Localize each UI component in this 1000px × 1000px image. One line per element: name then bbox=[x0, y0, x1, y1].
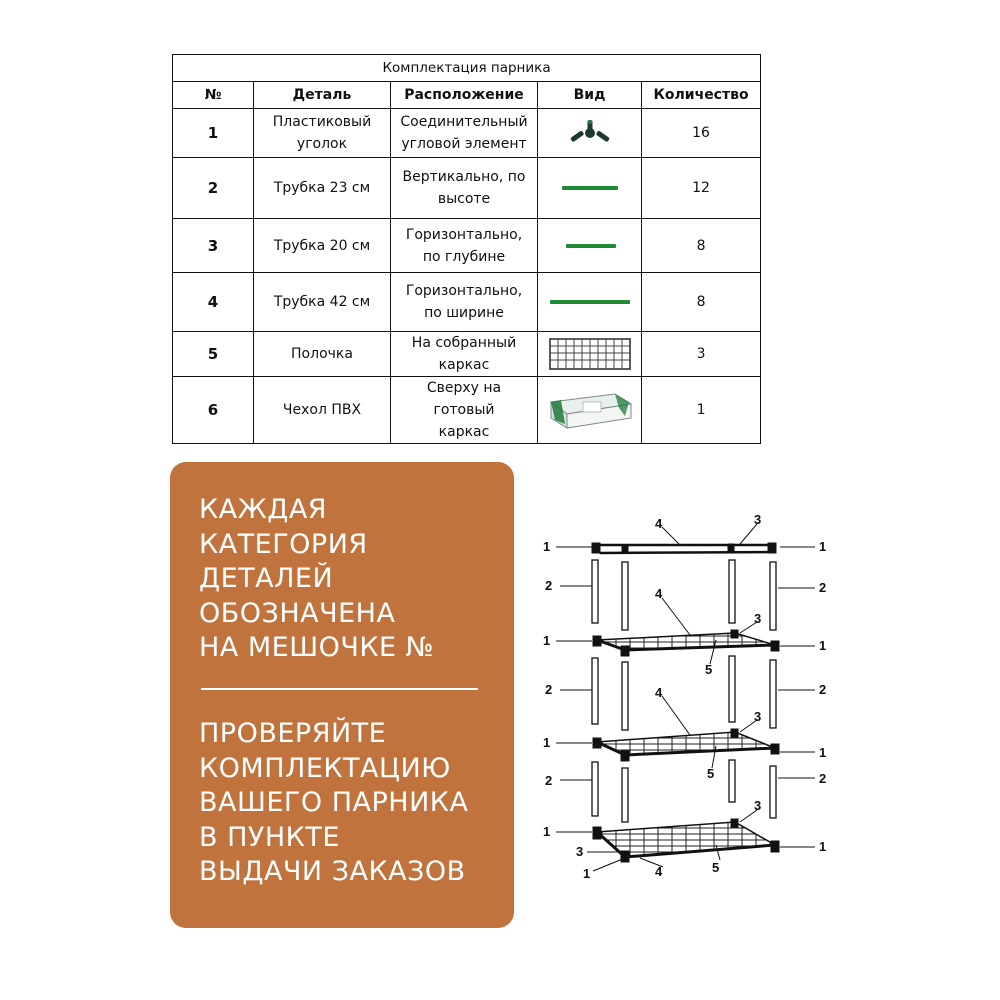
frame-level-3 bbox=[593, 729, 779, 761]
vertical-tubes bbox=[592, 560, 776, 822]
row-placement-line: Соединительный bbox=[400, 114, 528, 130]
table-row bbox=[173, 219, 761, 273]
row-number: 6 bbox=[173, 377, 254, 444]
col-header-placement: Расположение bbox=[391, 82, 538, 109]
green-tube-icon bbox=[540, 239, 640, 253]
row-view bbox=[538, 219, 642, 273]
kit-table bbox=[172, 54, 761, 444]
label-4: 4 bbox=[655, 685, 663, 700]
row-placement-line: Сверху на готовый bbox=[426, 380, 502, 418]
row-placement-line: каркас bbox=[438, 357, 490, 373]
row-placement-line: На собранный bbox=[411, 335, 517, 351]
row-part bbox=[254, 273, 391, 332]
row-placement-line: высоте bbox=[437, 191, 491, 207]
row-part-line: Пластиковый bbox=[272, 114, 372, 130]
label-4: 4 bbox=[655, 516, 663, 531]
banner-line: ОБОЗНАЧЕНА bbox=[199, 597, 396, 629]
label-5: 5 bbox=[705, 662, 713, 677]
row-number: 4 bbox=[173, 273, 254, 332]
row-view bbox=[538, 158, 642, 219]
label-1: 1 bbox=[543, 824, 551, 839]
table-row bbox=[173, 332, 761, 377]
row-quantity: 8 bbox=[642, 273, 761, 332]
banner-line: ДЕТАЛЕЙ bbox=[199, 563, 334, 594]
row-view bbox=[538, 109, 642, 158]
banner-text-check-kit bbox=[199, 717, 509, 890]
row-placement bbox=[391, 332, 538, 377]
label-1: 1 bbox=[543, 735, 551, 750]
wire-shelf-icon bbox=[548, 337, 632, 371]
label-1: 1 bbox=[819, 638, 827, 653]
frame-level-2 bbox=[593, 630, 779, 656]
label-1: 1 bbox=[819, 539, 827, 554]
assembly-diagram bbox=[530, 505, 840, 895]
label-5: 5 bbox=[707, 766, 715, 781]
col-header-quantity: Количество bbox=[642, 82, 761, 109]
row-part-line: Трубка 42 см bbox=[273, 294, 371, 310]
row-quantity: 8 bbox=[642, 219, 761, 273]
row-placement bbox=[391, 219, 538, 273]
label-3: 3 bbox=[754, 611, 762, 626]
row-part bbox=[254, 158, 391, 219]
label-3: 3 bbox=[754, 798, 762, 813]
label-1: 1 bbox=[543, 539, 551, 554]
row-part-line: уголок bbox=[296, 136, 348, 152]
col-header-number: № bbox=[173, 82, 254, 109]
label-1: 1 bbox=[583, 866, 591, 881]
label-1: 1 bbox=[819, 839, 827, 854]
corner-connector-icon bbox=[570, 116, 610, 150]
row-part bbox=[254, 109, 391, 158]
pvc-cover-icon bbox=[545, 388, 635, 432]
label-4: 4 bbox=[655, 864, 663, 879]
label-3: 3 bbox=[576, 844, 584, 859]
label-1: 1 bbox=[543, 633, 551, 648]
row-placement-line: угловой элемент bbox=[401, 136, 527, 152]
frame-level-bottom bbox=[593, 819, 779, 862]
row-placement-line: Вертикально, по bbox=[402, 169, 526, 185]
info-banner bbox=[170, 462, 514, 928]
green-tube-icon bbox=[540, 295, 640, 309]
table-row bbox=[173, 109, 761, 158]
frame-level-top bbox=[592, 543, 776, 553]
banner-line: ВЫДАЧИ ЗАКАЗОВ bbox=[199, 856, 466, 887]
banner-line: КАТЕГОРИЯ bbox=[199, 528, 368, 560]
row-part-line: Чехол ПВХ bbox=[282, 402, 362, 418]
row-part-line: Полочка bbox=[291, 346, 353, 362]
banner-text-bag-labels bbox=[199, 493, 509, 666]
label-2: 2 bbox=[545, 682, 553, 697]
row-part bbox=[254, 377, 391, 444]
label-2: 2 bbox=[819, 771, 827, 786]
row-part-line: Трубка 23 см bbox=[273, 180, 371, 196]
row-number: 3 bbox=[173, 219, 254, 273]
row-placement-line: Горизонтально, bbox=[405, 283, 523, 299]
row-part bbox=[254, 219, 391, 273]
table-row bbox=[173, 158, 761, 219]
row-placement bbox=[391, 109, 538, 158]
banner-line: ВАШЕГО ПАРНИКА bbox=[199, 787, 469, 818]
row-placement-line: по ширине bbox=[424, 305, 504, 321]
banner-line: КАЖДАЯ bbox=[199, 494, 328, 525]
col-header-view: Вид bbox=[538, 82, 642, 109]
row-placement bbox=[391, 377, 538, 444]
row-number: 5 bbox=[173, 332, 254, 377]
banner-divider bbox=[201, 688, 478, 690]
row-view bbox=[538, 273, 642, 332]
row-view bbox=[538, 377, 642, 444]
label-2: 2 bbox=[819, 580, 827, 595]
col-header-part: Деталь bbox=[254, 82, 391, 109]
row-placement-line: каркас bbox=[438, 424, 490, 440]
row-placement-line: Горизонтально, bbox=[405, 226, 523, 243]
row-part-line: Трубка 20 см bbox=[273, 237, 371, 254]
table-title: Комплектация парника bbox=[173, 55, 761, 82]
label-2: 2 bbox=[545, 578, 553, 593]
label-5: 5 bbox=[712, 860, 720, 875]
row-quantity: 1 bbox=[642, 377, 761, 444]
row-part bbox=[254, 332, 391, 377]
row-quantity: 16 bbox=[642, 109, 761, 158]
label-1: 1 bbox=[819, 745, 827, 760]
table-row bbox=[173, 273, 761, 332]
banner-line: НА МЕШОЧКЕ № bbox=[199, 632, 435, 663]
label-2: 2 bbox=[545, 773, 553, 788]
banner-line: ПРОВЕРЯЙТЕ bbox=[199, 718, 387, 749]
green-tube-icon bbox=[540, 181, 640, 195]
row-placement bbox=[391, 273, 538, 332]
table-row bbox=[173, 377, 761, 444]
row-view bbox=[538, 332, 642, 377]
label-3: 3 bbox=[754, 709, 762, 724]
row-number: 2 bbox=[173, 158, 254, 219]
banner-line: КОМПЛЕКТАЦИЮ bbox=[199, 752, 451, 784]
label-2: 2 bbox=[819, 682, 827, 697]
label-3: 3 bbox=[754, 512, 762, 527]
table-header-row bbox=[173, 82, 761, 109]
banner-line: В ПУНКТЕ bbox=[199, 821, 340, 853]
row-placement-line: по глубине bbox=[422, 248, 506, 265]
row-quantity: 12 bbox=[642, 158, 761, 219]
row-placement bbox=[391, 158, 538, 219]
row-quantity: 3 bbox=[642, 332, 761, 377]
label-4: 4 bbox=[655, 586, 663, 601]
row-number: 1 bbox=[173, 109, 254, 158]
